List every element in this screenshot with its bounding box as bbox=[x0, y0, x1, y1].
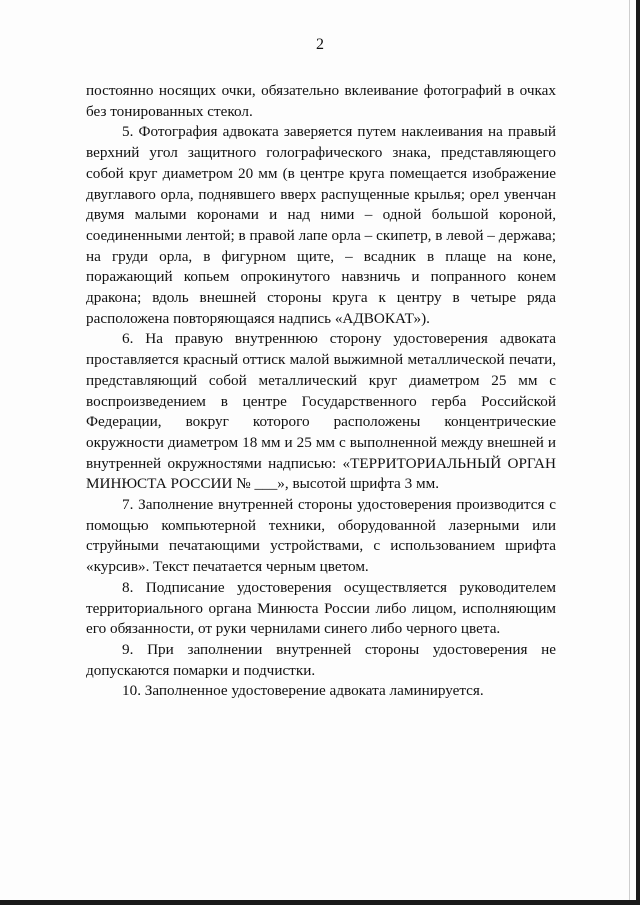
paragraph-item-5: 5. Фотография адвоката заверяется путем наклеивания на правый верхний угол защитного голографического знака, представляющего собой круг диаметром 20 мм (в центре круга помещается изображение двуглавого орла, поднявшего вверх распущенные крылья; орел увенчан двумя малыми коронами и над ними – одной большой короной, соединенными лентой; в правой лапе орла – скипетр, в левой – держава; на груди орла, в фигурном щите, – всадник в плаще на коне, поражающий копьем опрокинутого навзничь и попранного конем дракона; вдоль внешней стороны круга к центру в четыре ряда расположена повторяющаяся надпись «АДВОКАТ»). bbox=[86, 123, 556, 327]
paragraph-continuation: постоянно носящих очки, обязательно вклеивание фотографий в очках без тонированных стекол. bbox=[86, 82, 556, 120]
page-number: 2 bbox=[316, 36, 324, 53]
document-body bbox=[86, 81, 556, 702]
paragraph-item-7: 7. Заполнение внутренней стороны удостоверения производится с помощью компьютерной техники, оборудованной лазерными или струйными печатающими устройствами, с использованием шрифта «курсив». Текст печатается черным цветом. bbox=[86, 496, 556, 576]
paragraph-item-6: 6. На правую внутреннюю сторону удостоверения адвоката проставляется красный оттиск малой выжимной металлической печати, представляющий собой металлический круг диаметром 25 мм с воспроизведением в центре Государственного герба Российской Федерации, вокруг которого расположены концентрические окружности диаметром 18 мм и 25 мм с выполненной между внешней и внутренней окружностями надписью: «ТЕРРИТОРИАЛЬНЫЙ ОРГАН МИНЮСТА РОССИИ № ___», высотой шрифта 3 мм. bbox=[86, 330, 556, 493]
scan-edge-bottom bbox=[0, 900, 640, 905]
paragraph-item-8: 8. Подписание удостоверения осуществляется руководителем территориального органа Минюста России либо лицом, исполняющим его обязанности, от руки чернилами синего либо черного цвета. bbox=[86, 578, 556, 638]
scan-edge-right bbox=[636, 0, 640, 905]
scan-edge-line bbox=[629, 0, 630, 905]
paragraph-item-9: 9. При заполнении внутренней стороны удостоверения не допускаются помарки и подчистки. bbox=[86, 640, 556, 679]
paragraph-item-10: 10. Заполненное удостоверение адвоката ламинируется. bbox=[122, 682, 484, 700]
